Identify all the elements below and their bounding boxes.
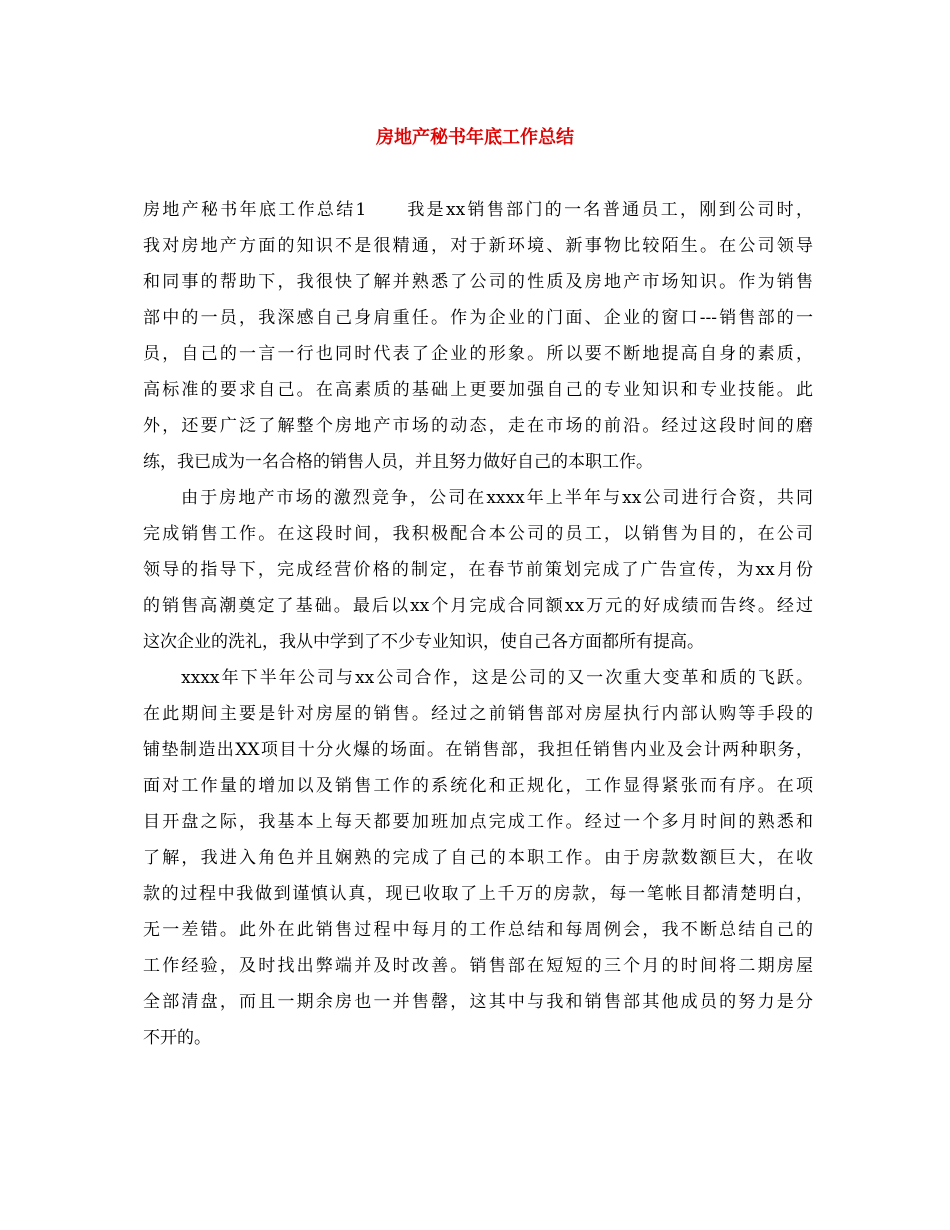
text-line: 外，还要广泛了解整个房地产市场的动态，走在市场的前沿。经过这段时间的磨 <box>143 416 813 436</box>
text-line: 款的过程中我做到谨慎认真，现已收取了上千万的房款，每一笔帐目都清楚明白， <box>143 884 813 904</box>
text-line: 部中的一员，我深感自己身肩重任。作为企业的门面、企业的窗口---销售部的一 <box>143 308 813 328</box>
text-line: 工作经验，及时找出弊端并及时改善。销售部在短短的三个月的时间将二期房屋 <box>143 956 813 976</box>
text-line: 的销售高潮奠定了基础。最后以xx个月完成合同额xx万元的好成绩而告终。经过 <box>143 596 813 616</box>
text-line: 在此期间主要是针对房屋的销售。经过之前销售部对房屋执行内部认购等手段的 <box>143 704 813 724</box>
document-title: 房地产秘书年底工作总结 <box>376 127 574 148</box>
text-line: 这次企业的洗礼，我从中学到了不少专业知识，使自己各方面都所有提高。 <box>143 632 704 652</box>
text-line: 由于房地产市场的激烈竞争，公司在xxxx年上半年与xx公司进行合资，共同 <box>143 488 813 508</box>
text-line: xxxx年下半年公司与xx公司合作，这是公司的又一次重大变革和质的飞跃。 <box>143 668 813 688</box>
text-line: 不开的。 <box>143 1028 211 1048</box>
text-line: 和同事的帮助下，我很快了解并熟悉了公司的性质及房地产市场知识。作为销售 <box>143 272 813 292</box>
text-line: 完成销售工作。在这段时间，我积极配合本公司的员工，以销售为目的，在公司 <box>143 524 813 544</box>
text-line: 全部清盘，而且一期余房也一并售罄，这其中与我和销售部其他成员的努力是分 <box>143 992 813 1012</box>
text-line: 我对房地产方面的知识不是很精通，对于新环境、新事物比较陌生。在公司领导 <box>143 236 813 256</box>
text-line: 无一差错。此外在此销售过程中每月的工作总结和每周例会，我不断总结自己的 <box>143 920 813 940</box>
text-line: 面对工作量的增加以及销售工作的系统化和正规化，工作显得紧张而有序。在项 <box>143 776 813 796</box>
text-line: 了解，我进入角色并且娴熟的完成了自己的本职工作。由于房款数额巨大，在收 <box>143 848 813 868</box>
text-line: 目开盘之际，我基本上每天都要加班加点完成工作。经过一个多月时间的熟悉和 <box>143 812 813 832</box>
text-line: 领导的指导下，完成经营价格的制定，在春节前策划完成了广告宣传，为xx月份 <box>143 560 813 580</box>
text-line: 高标准的要求自己。在高素质的基础上更要加强自己的专业知识和专业技能。此 <box>143 380 813 400</box>
text-line: 房地产秘书年底工作总结1 我是xx销售部门的一名普通员工，刚到公司时， <box>143 200 813 220</box>
text-line: 员，自己的一言一行也同时代表了企业的形象。所以要不断地提高自身的素质， <box>143 344 813 364</box>
text-line: 铺垫制造出XX项目十分火爆的场面。在销售部，我担任销售内业及会计两种职务， <box>143 740 813 760</box>
text-line: 练，我已成为一名合格的销售人员，并且努力做好自己的本职工作。 <box>143 452 653 472</box>
